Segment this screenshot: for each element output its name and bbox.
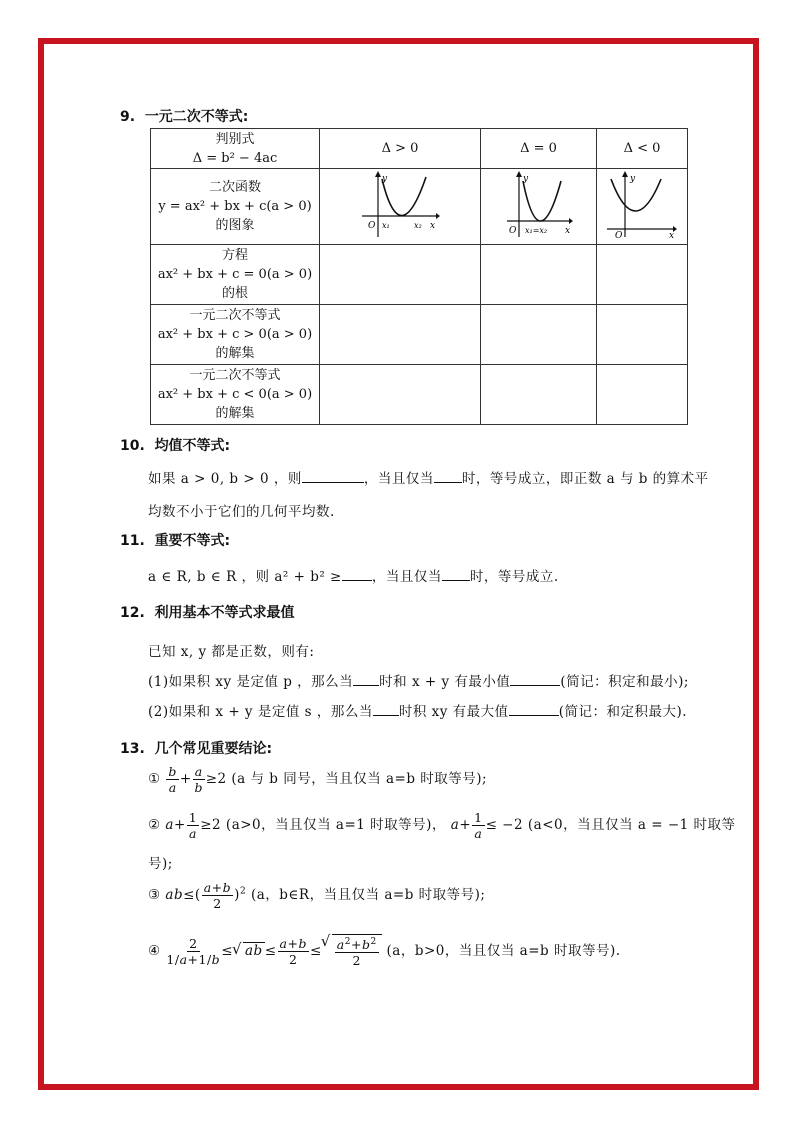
sqrt-quadratic-mean: √ $\frac{a^2+b^2}{2}$ bbox=[332, 934, 382, 968]
answer-blank[interactable] bbox=[353, 673, 379, 686]
section-11-title: 11. 重要不等式: bbox=[120, 533, 231, 549]
s12-intro: 已知 x, y 都是正数，则有: bbox=[148, 644, 315, 660]
s10-line2: 均数不小于它们的几何平均数. bbox=[148, 504, 335, 520]
s11-line1: a ∈ R, b ∈ R ，则 a² + b² ≥ ，当且仅当 时，等号成立. bbox=[148, 569, 559, 585]
parabola-two-roots-graph bbox=[360, 171, 440, 239]
table-cell-empty bbox=[481, 365, 597, 425]
svg-text:x₁=x₂: x₁=x₂ bbox=[524, 225, 547, 235]
svg-text:y: y bbox=[522, 173, 528, 184]
svg-text:x: x bbox=[669, 230, 675, 239]
fraction-one-over-a: $\frac{1}{a}$ bbox=[188, 810, 198, 841]
quadratic-table bbox=[150, 128, 688, 425]
table-cell-empty bbox=[597, 245, 688, 305]
svg-text:x: x bbox=[564, 225, 570, 236]
graph-two-roots bbox=[320, 169, 481, 245]
table-header-negative: Δ < 0 bbox=[597, 129, 688, 169]
answer-blank[interactable] bbox=[373, 703, 399, 716]
table-cell-empty bbox=[320, 245, 481, 305]
table-row-gt-label: 一元二次不等式 ax² + bx + c > 0(a > 0) 的解集 bbox=[151, 305, 320, 365]
svg-text:y: y bbox=[630, 173, 636, 184]
svg-text:O: O bbox=[368, 220, 376, 231]
answer-blank[interactable] bbox=[442, 568, 470, 581]
answer-blank[interactable] bbox=[510, 673, 560, 686]
s12-line2: (2)如果和 x + y 是定值 s ，那么当 时积 xy 有最大值 (简记：和定积最大). bbox=[148, 704, 688, 720]
fraction-a-plus-b-over-2: $\frac{a+b}{2}$ bbox=[203, 880, 232, 911]
graph-one-root bbox=[481, 169, 597, 245]
table-header-discriminant: 判别式 Δ = b² − 4ac bbox=[151, 129, 320, 169]
answer-blank[interactable] bbox=[509, 703, 559, 716]
parabola-one-root-graph bbox=[505, 171, 573, 239]
table-header-zero: Δ = 0 bbox=[481, 129, 597, 169]
table-cell-empty bbox=[481, 305, 597, 365]
conclusion-1: ① $\frac{b}{a}$ + $\frac{a}{b}$ ≥2 (a 与 b 同号，当且仅当 a=b 时取等号); bbox=[148, 764, 488, 795]
table-cell-empty bbox=[481, 245, 597, 305]
fraction-one-over-a: $\frac{1}{a}$ bbox=[474, 810, 483, 841]
svg-text:y: y bbox=[382, 173, 388, 184]
table-row-graph-label: 二次函数 y = ax² + bx + c(a > 0) 的图象 bbox=[151, 169, 320, 245]
fraction-b-over-a: $\frac{b}{a}$ bbox=[168, 764, 177, 795]
table-cell-empty bbox=[320, 365, 481, 425]
harmonic-mean-fraction: $\frac{2}{1/a+1/b}$ bbox=[166, 936, 221, 968]
parabola-no-root-graph bbox=[605, 171, 679, 239]
conclusion-4: ④ $\frac{2}{1/a+1/b}$ ≤√ ab ≤ $\frac{a+b}{2}$ ≤ √ $\frac{a^2+b^2}{2}$ (a，b>0，当且仅当 a=b 时取等号). bbox=[148, 934, 621, 968]
table-header-positive: Δ > 0 bbox=[320, 129, 481, 169]
fraction-a-over-b: $\frac{a}{b}$ bbox=[194, 764, 203, 795]
section-13-title: 13. 几个常见重要结论: bbox=[120, 741, 273, 757]
fraction-a-plus-b-over-2: $\frac{a+b}{2}$ bbox=[279, 936, 307, 968]
table-row-roots-label: 方程 ax² + bx + c = 0(a > 0) 的根 bbox=[151, 245, 320, 305]
section-10-title: 10. 均值不等式: bbox=[120, 438, 231, 454]
section-12-title: 12. 利用基本不等式求最值 bbox=[120, 605, 295, 621]
conclusion-2-cont: 号); bbox=[148, 856, 173, 872]
table-cell-empty bbox=[597, 305, 688, 365]
answer-blank[interactable] bbox=[342, 568, 372, 581]
svg-text:O: O bbox=[615, 230, 623, 239]
svg-text:x₂: x₂ bbox=[414, 220, 422, 230]
s12-line1: (1)如果积 xy 是定值 p ，那么当 时和 x + y 有最小值 (简记：积定和最小); bbox=[148, 674, 689, 690]
s10-line1: 如果 a > 0, b > 0 ，则 ，当且仅当 时，等号成立，即正数 a 与 b 的算术平 bbox=[148, 471, 709, 487]
table-cell-empty bbox=[597, 365, 688, 425]
answer-blank[interactable] bbox=[302, 470, 364, 483]
sqrt-ab: √ ab bbox=[243, 942, 265, 959]
svg-text:x: x bbox=[430, 220, 436, 231]
table-row-lt-label: 一元二次不等式 ax² + bx + c < 0(a > 0) 的解集 bbox=[151, 365, 320, 425]
section-9-title: 9. 一元二次不等式: bbox=[120, 109, 249, 125]
conclusion-2: ② a+ $\frac{1}{a}$ ≥2 (a>0，当且仅当 a=1 时取等号)， a+ $\frac{1}{a}$ ≤ −2 (a<0，当且仅当 a = −1 时取等 bbox=[148, 810, 736, 841]
svg-text:x₁: x₁ bbox=[382, 220, 390, 230]
conclusion-3: ③ ab≤( $\frac{a+b}{2}$ )$^2$ (a，b∈R，当且仅当 a=b 时取等号); bbox=[148, 880, 486, 911]
graph-no-root bbox=[597, 169, 688, 245]
svg-text:O: O bbox=[508, 225, 516, 236]
table-cell-empty bbox=[320, 305, 481, 365]
answer-blank[interactable] bbox=[434, 470, 462, 483]
